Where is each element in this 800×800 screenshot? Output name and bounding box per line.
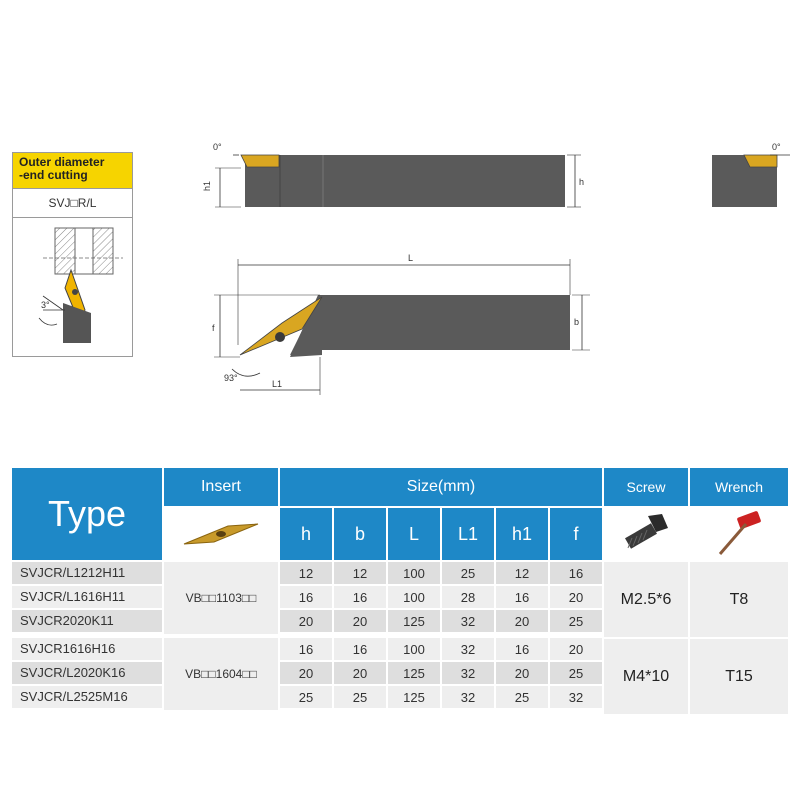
size-value-cell: 20 <box>550 638 602 660</box>
size-value-cell: 20 <box>334 610 386 632</box>
size-value-cell: 32 <box>442 686 494 708</box>
size-value-cell: 16 <box>496 586 548 608</box>
col-b: b <box>334 508 386 560</box>
b-label: b <box>574 317 580 327</box>
screw-group-1: M2.5*6 <box>604 562 688 637</box>
operation-title <box>13 153 132 189</box>
size-value-cell: 12 <box>334 562 386 584</box>
size-value-cell: 20 <box>280 610 332 632</box>
insert-group-1: VB□□1103□□ <box>164 562 278 634</box>
col-L: L <box>388 508 440 560</box>
side-view-drawing <box>195 135 595 215</box>
top-view-drawing <box>210 245 610 405</box>
size-value-cell: 16 <box>334 638 386 660</box>
operation-panel <box>12 152 133 357</box>
wrench-image <box>690 508 788 560</box>
size-value-cell: 20 <box>334 662 386 684</box>
size-value-cell: 25 <box>442 562 494 584</box>
L-label: L <box>408 253 414 263</box>
insert-group-2: VB□□1604□□ <box>164 638 278 710</box>
f-label: f <box>212 323 215 333</box>
screw-header: Screw <box>604 468 688 506</box>
size-value-cell: 28 <box>442 586 494 608</box>
top-angle-label: 0° <box>213 142 222 152</box>
operation-diagram <box>13 218 132 356</box>
size-value-cell: 32 <box>442 610 494 632</box>
col-f: f <box>550 508 602 560</box>
col-h1: h1 <box>496 508 548 560</box>
size-value-cell: 25 <box>496 686 548 708</box>
h1-label: h1 <box>202 180 212 191</box>
size-value-cell: 32 <box>442 662 494 684</box>
insert-end-view <box>744 155 777 167</box>
spec-table <box>12 468 788 716</box>
size-value-cell: 125 <box>388 662 440 684</box>
h-label: h <box>579 177 585 187</box>
size-value-cell: 100 <box>388 562 440 584</box>
type-row-3: SVJCR2020K11 <box>12 610 162 632</box>
type-row-1: SVJCR/L1212H11 <box>12 562 162 584</box>
screw-image <box>604 508 688 560</box>
size-header: Size(mm) <box>280 468 602 506</box>
insert-image <box>164 508 278 560</box>
size-value-cell: 125 <box>388 686 440 708</box>
size-value-cell: 16 <box>334 586 386 608</box>
size-value-cell: 20 <box>550 586 602 608</box>
tool-shank-side <box>245 155 565 207</box>
wrench-group-1: T8 <box>690 562 788 637</box>
wrench-header: Wrench <box>690 468 788 506</box>
operation-code: SVJ□R/L <box>13 189 132 218</box>
size-value-cell: 32 <box>442 638 494 660</box>
operation-title-line1: Outer diameter <box>19 155 105 169</box>
size-value-cell: 16 <box>280 586 332 608</box>
size-value-cell: 12 <box>280 562 332 584</box>
size-value-cell: 16 <box>496 638 548 660</box>
size-value-cell: 20 <box>496 662 548 684</box>
operation-title-line2: -end cutting <box>19 168 88 182</box>
size-value-cell: 100 <box>388 638 440 660</box>
size-value-cell: 16 <box>550 562 602 584</box>
size-value-cell: 25 <box>334 686 386 708</box>
type-row-4: SVJCR1616H16 <box>12 638 162 660</box>
size-value-cell: 20 <box>496 610 548 632</box>
size-value-cell: 32 <box>550 686 602 708</box>
operation-angle-label: 3° <box>41 300 50 310</box>
insert-side <box>241 155 279 167</box>
side-angle-label: 0° <box>772 142 781 152</box>
size-value-cell: 25 <box>550 610 602 632</box>
wrench-group-2: T15 <box>690 639 788 714</box>
size-value-cell: 25 <box>280 686 332 708</box>
size-value-cell: 100 <box>388 586 440 608</box>
size-value-cell: 125 <box>388 610 440 632</box>
tool-shank-top <box>290 295 570 355</box>
L1-label: L1 <box>272 379 283 389</box>
size-value-cell: 20 <box>280 662 332 684</box>
type-header: Type <box>12 468 162 560</box>
col-L1: L1 <box>442 508 494 560</box>
size-value-cell: 16 <box>280 638 332 660</box>
type-row-6: SVJCR/L2525M16 <box>12 686 162 708</box>
type-row-5: SVJCR/L2020K16 <box>12 662 162 684</box>
screw-group-2: M4*10 <box>604 639 688 714</box>
angle-93-label: 93° <box>224 373 238 383</box>
col-h: h <box>280 508 332 560</box>
size-value-cell: 12 <box>496 562 548 584</box>
size-value-cell: 25 <box>550 662 602 684</box>
end-view-drawing <box>700 135 795 215</box>
type-row-2: SVJCR/L1616H11 <box>12 586 162 608</box>
insert-header: Insert <box>164 468 278 506</box>
